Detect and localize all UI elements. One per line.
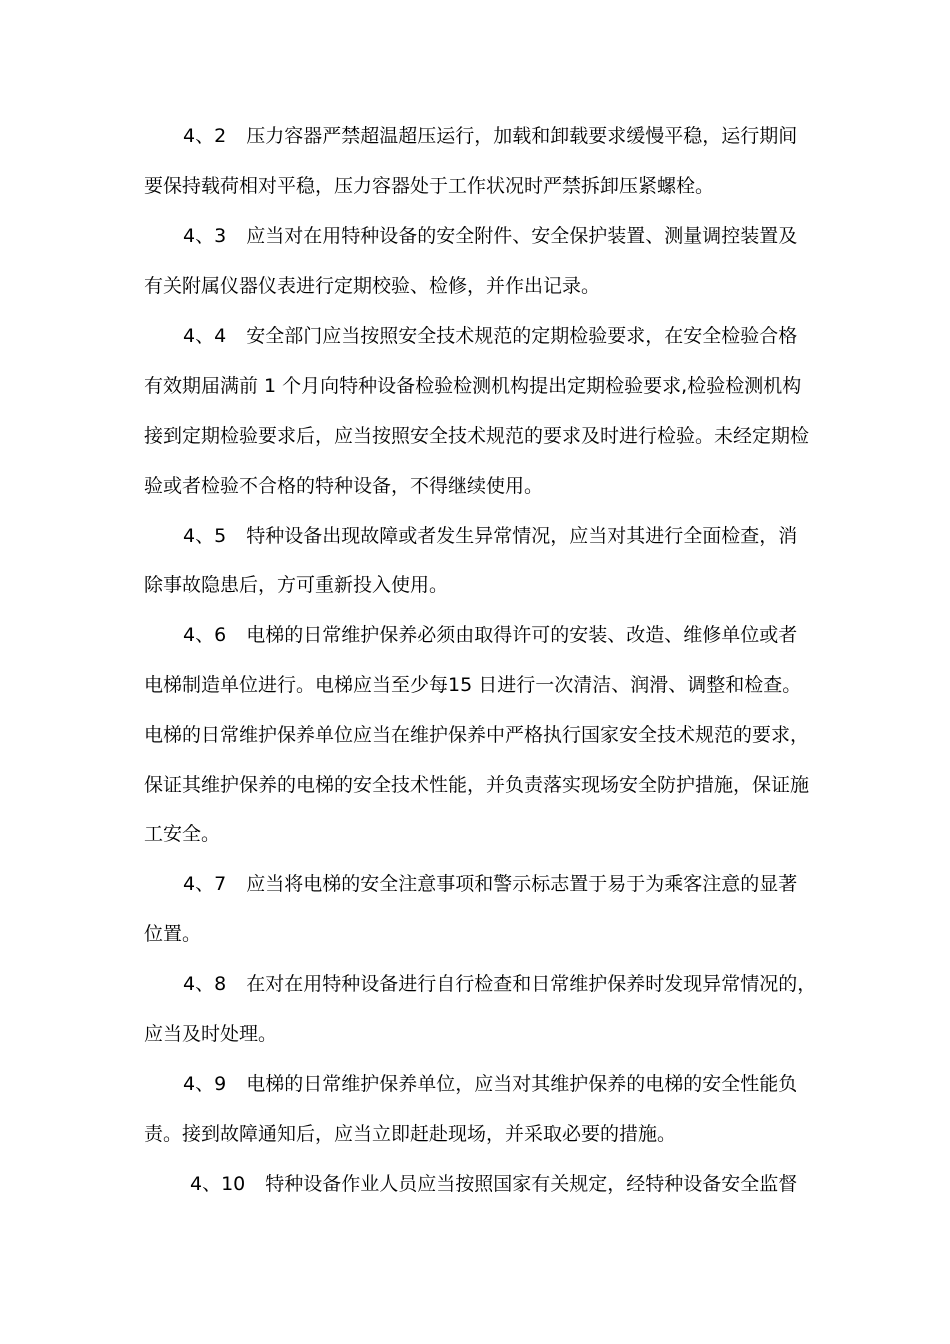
paragraph-4-4-line-4: 验或者检验不合格的特种设备，不得继续使用。 — [144, 475, 544, 497]
paragraph-4-2-line-1 — [183, 123, 863, 149]
paragraph-text: 应当对在用特种设备的安全附件、安全保护装置、测量调控装置及 — [246, 225, 798, 247]
paragraph-4-9-line-1 — [183, 1071, 863, 1097]
clause-number: 4、7 — [183, 873, 227, 895]
paragraph-4-10-line-1 — [190, 1171, 870, 1197]
clause-number: 4、10 — [190, 1173, 246, 1195]
paragraph-4-5-line-1 — [183, 523, 863, 549]
paragraph-4-8-line-1 — [183, 971, 863, 997]
paragraph-4-7-line-1 — [183, 871, 863, 897]
paragraph-4-4-line-3: 接到定期检验要求后，应当按照安全技术规范的要求及时进行检验。未经定期检 — [144, 425, 810, 447]
paragraph-4-6-line-2: 电梯制造单位进行。电梯应当至少每15 日进行一次清洁、润滑、调整和检查。 — [144, 674, 802, 696]
paragraph-4-9-line-2: 责。接到故障通知后，应当立即赶赴现场，并采取必要的措施。 — [144, 1123, 677, 1145]
paragraph-text: 特种设备作业人员应当按照国家有关规定，经特种设备安全监督 — [265, 1173, 798, 1195]
paragraph-text: 特种设备出现故障或者发生异常情况，应当对其进行全面检查，消 — [246, 525, 798, 547]
paragraph-text: 安全部门应当按照安全技术规范的定期检验要求，在安全检验合格 — [246, 325, 798, 347]
paragraph-text: 应当将电梯的安全注意事项和警示标志置于易于为乘客注意的显著 — [246, 873, 798, 895]
clause-number: 4、3 — [183, 225, 227, 247]
clause-number: 4、2 — [183, 125, 227, 147]
paragraph-4-7-line-2: 位置。 — [144, 923, 202, 945]
paragraph-4-6-line-1 — [183, 622, 863, 648]
paragraph-4-6-line-4: 保证其维护保养的电梯的安全技术性能，并负责落实现场安全防护措施，保证施 — [144, 774, 810, 796]
paragraph-4-3-line-2: 有关附属仪器仪表进行定期校验、检修，并作出记录。 — [144, 275, 601, 297]
clause-number: 4、5 — [183, 525, 227, 547]
paragraph-4-5-line-2: 除事故隐患后，方可重新投入使用。 — [144, 574, 449, 596]
clause-number: 4、4 — [183, 325, 227, 347]
clause-number: 4、8 — [183, 973, 227, 995]
paragraph-4-8-line-2: 应当及时处理。 — [144, 1023, 278, 1045]
paragraph-4-6-line-3: 电梯的日常维护保养单位应当在维护保养中严格执行国家安全技术规范的要求， — [144, 724, 810, 746]
paragraph-text: 压力容器严禁超温超压运行，加载和卸载要求缓慢平稳，运行期间 — [246, 125, 798, 147]
paragraph-4-4-line-1 — [183, 323, 863, 349]
paragraph-text: 电梯的日常维护保养必须由取得许可的安装、改造、维修单位或者 — [246, 624, 798, 646]
paragraph-text: 在对在用特种设备进行自行检查和日常维护保养时发现异常情况的， — [246, 973, 817, 995]
paragraph-4-2-line-2: 要保持载荷相对平稳，压力容器处于工作状况时严禁拆卸压紧螺栓。 — [144, 175, 715, 197]
paragraph-4-6-line-5: 工安全。 — [144, 823, 221, 845]
clause-number: 4、6 — [183, 624, 227, 646]
paragraph-text: 电梯的日常维护保养单位，应当对其维护保养的电梯的安全性能负 — [246, 1073, 798, 1095]
clause-number: 4、9 — [183, 1073, 227, 1095]
paragraph-4-3-line-1 — [183, 223, 863, 249]
paragraph-4-4-line-2: 有效期届满前 1 个月向特种设备检验检测机构提出定期检验要求,检验检测机构 — [144, 375, 802, 397]
